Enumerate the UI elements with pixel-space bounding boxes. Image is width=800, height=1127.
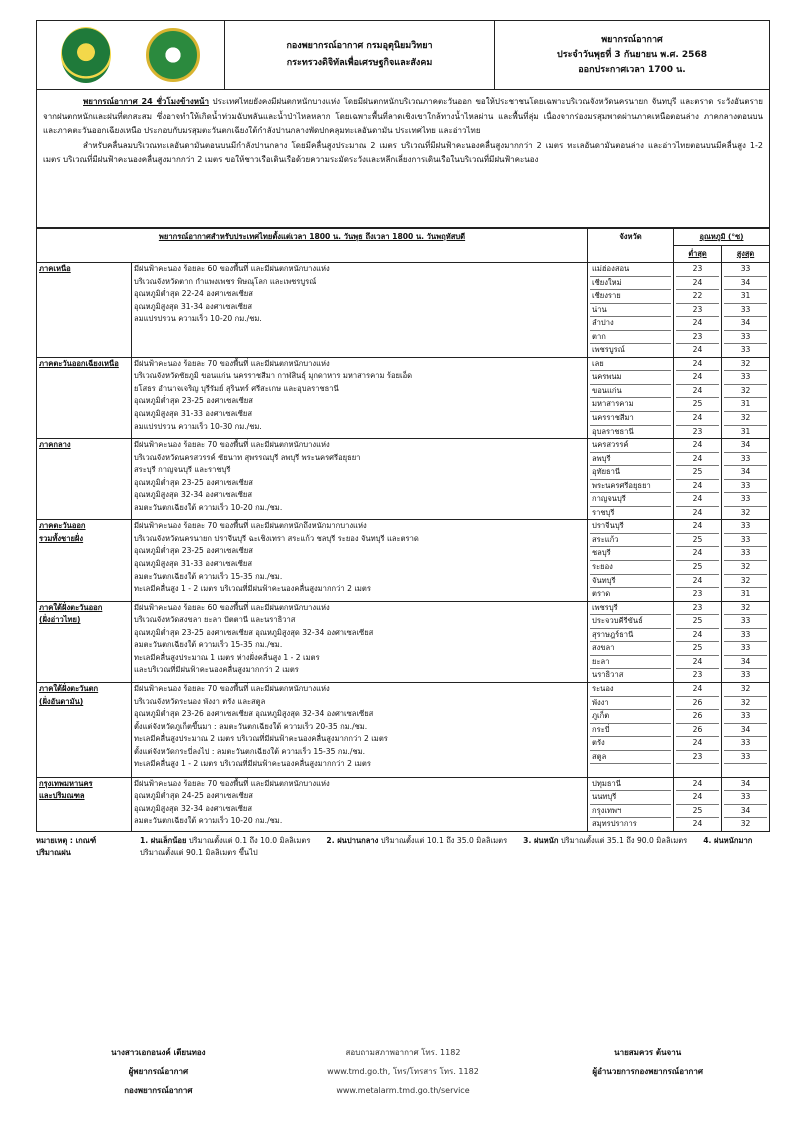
province-name: แม่ฮ่องสอน — [590, 263, 671, 277]
province-name: อุทัยธานี — [590, 466, 671, 480]
table-header-province: จังหวัด — [588, 229, 674, 263]
region-forecast-text — [132, 777, 588, 831]
table-row — [37, 682, 770, 777]
forecast-line: มีฝนฟ้าคะนอง ร้อยละ 70 ของพื้นที่ และมีฝนตกหนักบางแห่ง — [134, 358, 330, 368]
max-temp: 31 — [740, 589, 751, 599]
province-list — [588, 777, 674, 831]
max-temp: 33 — [724, 642, 767, 656]
forecast-line: บริเวณจังหวัดตาก กำแพงเพชร พิษณุโลก และเพชรบูรณ์ — [134, 276, 317, 286]
forecast-line: อุณหภูมิต่ำสุด 23-25 องศาเซลเซียส — [134, 477, 253, 487]
province-name: ลำปาง — [590, 317, 671, 331]
table-row — [37, 601, 770, 682]
min-temp-list — [674, 439, 722, 520]
max-temp: 33 — [740, 670, 751, 680]
min-temp: 23 — [692, 589, 703, 599]
rain-criteria-item: 3. ฝนหนัก ปริมาณตั้งแต่ 35.1 ถึง 90.0 มิลลิเมตร — [523, 835, 688, 845]
max-temp: 34 — [724, 466, 767, 480]
forecast-line: ทะเลมีคลื่นสูงประมาณ 2 เมตร บริเวณที่มีฝนฟ้าคะนองคลื่นสูงมากกว่า 2 เมตร — [134, 734, 388, 744]
min-temp: 23 — [692, 670, 703, 680]
table-row — [37, 263, 770, 358]
max-temp: 34 — [724, 724, 767, 738]
min-temp: 24 — [676, 520, 719, 534]
max-temp: 31 — [724, 290, 767, 304]
region-name-line: รวมทั้งชายฝั่ง — [39, 533, 84, 543]
region-name — [37, 357, 132, 438]
max-temp: 33 — [724, 304, 767, 318]
summary-paragraph-2: สำหรับคลื่นลมบริเวณทะเลอันดามันตอนบนมีกำลังปานกลาง โดยมีคลื่นสูงประมาณ 2 เมตร บริเวณที่มีฝนฟ้าคะนองคลื่นสูงมากกว่า 2 เมตร ทะเลอันดามันตอนล่าง และอ่าวไทยตอนบนมีคลื่นสูง 1-2 เมตร บริเวณที่มีฝนฟ้าคะนองคลื่นสูงมากกว่า 2 เมตร ขอให้ชาวเรือเดินเรือด้วยความระมัดระวังและหลีกเลี่ยงการเดินเรือในบริเวณที่มีฝนฟ้าคะนอง — [43, 140, 763, 165]
table-row — [37, 777, 770, 831]
min-temp: 24 — [676, 656, 719, 670]
forecast-line: และบริเวณที่มีฝนฟ้าคะนองคลื่นสูงมากกว่า 2 เมตร — [134, 665, 299, 675]
footer-line: สอบถามสภาพอากาศ โทร. 1182 — [345, 1048, 461, 1057]
max-temp: 32 — [740, 507, 751, 517]
region-forecast-text — [132, 682, 588, 777]
forecast-line: ลมตะวันตกเฉียงใต้ ความเร็ว 10-20 กม./ชม. — [134, 502, 283, 512]
table-row — [37, 357, 770, 438]
footer-line: www.tmd.go.th, โทร/โทรสาร โทร. 1182 — [327, 1067, 479, 1076]
max-temp: 32 — [724, 602, 767, 616]
min-temp: 26 — [676, 697, 719, 711]
forecast-date: ประจำวันพุธที่ 3 กันยายน พ.ศ. 2568 — [557, 49, 707, 60]
max-temp-list — [722, 520, 770, 601]
region-name-line: ภาคใต้ฝั่งตะวันออก — [39, 602, 103, 612]
region-name-line: ภาคตะวันออก — [39, 521, 86, 531]
max-temp: 33 — [724, 629, 767, 643]
forecast-line: อุณหภูมิสูงสุด 32-34 องศาเซลเซียส — [134, 490, 253, 500]
max-temp: 33 — [724, 480, 767, 494]
table-row — [37, 520, 770, 601]
min-temp: 23 — [676, 304, 719, 318]
max-temp: 34 — [724, 656, 767, 670]
forecast-line: บริเวณจังหวัดนครนายก ปราจีนบุรี ฉะเชิงเทรา สระแก้ว ชลบุรี ระยอง จันทบุรี และตราด — [134, 533, 419, 543]
forecast-line: อุณหภูมิสูงสุด 31-34 องศาเซลเซียส — [134, 301, 253, 311]
footer-line: www.metalarm.tmd.go.th/service — [336, 1086, 470, 1095]
region-name — [37, 439, 132, 520]
forecast-line: ลมตะวันตกเฉียงใต้ ความเร็ว 10-20 กม./ชม. — [134, 816, 283, 826]
region-name — [37, 263, 132, 358]
min-temp-list — [674, 357, 722, 438]
province-name: สงขลา — [590, 642, 671, 656]
province-name: สุราษฎร์ธานี — [590, 629, 671, 643]
min-temp: 24 — [676, 683, 719, 697]
province-name: เลย — [590, 358, 671, 372]
forecast-line: มีฝนฟ้าคะนอง ร้อยละ 70 ของพื้นที่ และมีฝนตกหนักบางแห่ง — [134, 778, 330, 788]
min-temp-list — [674, 601, 722, 682]
forecast-line: อุณหภูมิต่ำสุด 23-25 องศาเซลเซียส อุณหภูมิสูงสุด 32-34 องศาเซลเซียส — [134, 627, 374, 637]
province-name: ตรัง — [590, 737, 671, 751]
region-name-line: ภาคตะวันออกเฉียงเหนือ — [39, 358, 119, 368]
province-list — [588, 601, 674, 682]
table-header-row — [37, 229, 770, 246]
min-temp: 24 — [676, 737, 719, 751]
province-list — [588, 682, 674, 777]
forecast-line: ทะเลมีคลื่นสูง 1 - 2 เมตร บริเวณที่มีฝนฟ้าคะนองคลื่นสูงมากกว่า 2 เมตร — [134, 759, 371, 769]
province-name: เพชรบูรณ์ — [592, 345, 625, 355]
province-name: พระนครศรีอยุธยา — [590, 480, 671, 494]
region-forecast-text — [132, 357, 588, 438]
min-temp: 24 — [676, 791, 719, 805]
footer-director — [525, 1043, 770, 1100]
province-name: พังงา — [590, 697, 671, 711]
header — [36, 20, 770, 90]
max-temp: 33 — [724, 737, 767, 751]
empty-cell — [676, 764, 719, 777]
min-temp: 23 — [676, 751, 719, 765]
note-items — [140, 835, 770, 859]
province-name: ระยอง — [590, 561, 671, 575]
region-name-line: ภาคเหนือ — [39, 264, 71, 273]
max-temp: 32 — [724, 561, 767, 575]
empty-cell — [590, 764, 671, 777]
province-name: มหาสารคาม — [590, 398, 671, 412]
footer — [36, 1043, 770, 1100]
max-temp: 34 — [724, 439, 767, 453]
max-temp: 33 — [724, 615, 767, 629]
max-temp: 32 — [724, 385, 767, 399]
province-name: จันทบุรี — [590, 575, 671, 589]
forecast-line: สระบุรี กาญจนบุรี และราชบุรี — [134, 465, 231, 475]
min-temp: 23 — [692, 426, 703, 436]
min-temp: 24 — [676, 778, 719, 792]
forecast-line: ลมแปรปรวน ความเร็ว 10-20 กม./ชม. — [134, 314, 262, 324]
forecast-line: อุณหภูมิต่ำสุด 23-25 องศาเซลเซียส — [134, 546, 253, 556]
forecast-line: บริเวณจังหวัดสงขลา ยะลา ปัตตานี และนราธิวาส — [134, 615, 296, 625]
min-temp: 24 — [676, 547, 719, 561]
forecast-line: มีฝนฟ้าคะนอง ร้อยละ 70 ของพื้นที่ และมีฝนตกหนักบางแห่ง — [134, 440, 330, 450]
max-temp-list — [722, 601, 770, 682]
min-temp: 24 — [676, 629, 719, 643]
max-temp: 33 — [740, 345, 751, 355]
region-forecast-text — [132, 263, 588, 358]
max-temp-list — [722, 439, 770, 520]
min-temp: 25 — [676, 642, 719, 656]
region-forecast-text — [132, 439, 588, 520]
min-temp: 24 — [692, 345, 703, 355]
max-temp: 33 — [724, 791, 767, 805]
region-name — [37, 520, 132, 601]
forecast-line: มีฝนฟ้าคะนอง ร้อยละ 70 ของพื้นที่ และมีฝนตกหนักถึงหนักมากบางแห่ง — [134, 521, 367, 531]
province-list — [588, 357, 674, 438]
province-name: กระบี่ — [590, 724, 671, 738]
rain-criteria-item: 2. ฝนปานกลาง ปริมาณตั้งแต่ 10.1 ถึง 35.0 มิลลิเมตร — [326, 835, 508, 845]
forecast-line: อุณหภูมิต่ำสุด 23-26 องศาเซลเซียส อุณหภูมิสูงสุด 32-34 องศาเซลเซียส — [134, 709, 374, 719]
forecast-line: อุณหภูมิต่ำสุด 22-24 องศาเซลเซียส — [134, 289, 253, 299]
min-temp: 23 — [676, 602, 719, 616]
ministry-logo-icon — [146, 28, 200, 82]
max-temp: 33 — [724, 371, 767, 385]
min-temp: 24 — [692, 819, 703, 829]
region-name-line: (ฝั่งอ่าวไทย) — [39, 615, 81, 625]
forecast-line: อุณหภูมิต่ำสุด 23-25 องศาเซลเซียส — [134, 396, 253, 406]
max-temp: 32 — [740, 819, 751, 829]
min-temp: 24 — [676, 439, 719, 453]
min-temp: 22 — [676, 290, 719, 304]
table-header-temperature: อุณหภูมิ (°ซ) — [674, 229, 770, 246]
forecast-line: ทะเลมีคลื่นสูง 1 - 2 เมตร บริเวณที่มีฝนฟ้าคะนองคลื่นสูงมากกว่า 2 เมตร — [134, 584, 371, 594]
max-temp: 33 — [724, 263, 767, 277]
forecast-line: ลมตะวันตกเฉียงใต้ ความเร็ว 15-35 กม./ชม. — [134, 571, 283, 581]
footer-line: นางสาวเอกอนงค์ เตียนทอง — [111, 1048, 206, 1057]
footer-line: ผู้อำนวยการกองพยากรณ์อากาศ — [592, 1067, 703, 1076]
max-temp-list — [722, 682, 770, 777]
min-temp: 25 — [676, 615, 719, 629]
province-name: นราธิวาส — [592, 670, 624, 680]
province-name: นนทบุรี — [590, 791, 671, 805]
region-name — [37, 682, 132, 777]
max-temp: 31 — [740, 426, 751, 436]
province-name: เชียงใหม่ — [590, 277, 671, 291]
max-temp: 34 — [724, 277, 767, 291]
min-temp: 24 — [676, 385, 719, 399]
forecast-line: มีฝนฟ้าคะนอง ร้อยละ 60 ของพื้นที่ และมีฝนตกหนักบางแห่ง — [134, 602, 330, 612]
forecast-line: ตั้งแต่จังหวัดกระบี่ลงไป : ลมตะวันตกเฉียงใต้ ความเร็ว 15-35 กม./ชม. — [134, 746, 366, 756]
forecast-line: บริเวณจังหวัดชัยภูมิ ขอนแก่น นครราชสีมา กาฬสินธุ์ มุกดาหาร มหาสารคาม ร้อยเอ็ด — [134, 371, 413, 381]
min-temp: 24 — [692, 507, 703, 517]
footer-forecaster — [36, 1043, 281, 1100]
min-temp-list — [674, 682, 722, 777]
forecast-line: ตั้งแต่จังหวัดภูเก็ตขึ้นมา : ลมตะวันตกเฉียงใต้ ความเร็ว 20-35 กม./ชม. — [134, 721, 368, 731]
summary-text-1: ประเทศไทยยังคงมีฝนตกหนักบางแห่ง โดยมีฝนตกหนักบริเวณภาคตะวันออก ขอให้ประชาชนโดยเฉพาะบริเวณจังหวัดนครนายก จันทบุรี และตราด ระวังอันตรายจากฝนตกหนักและฝนที่ตกสะสม ซึ่งอาจทำให้เกิดน้ำท่วมฉับพลันและน้ำป่าไหลหลาก โดยเฉพาะพื้นที่ลาดเชิงเขาใกล้ทางน้ำไหลผ่าน และพื้นที่ลุ่ม เนื่องจากร่องมรสุมพาดผ่านภาคเหนือตอนล่าง ภาคกลางตอนบน และภาคตะวันออกเฉียงเหนือ ประกอบกับมรสุมตะวันตกเฉียงใต้กำลังปานกลางพัดปกคลุมทะเลอันดามัน ประเทศไทย และอ่าวไทย — [43, 97, 763, 136]
max-temp: 33 — [724, 520, 767, 534]
region-name-line: (ฝั่งอันดามัน) — [39, 696, 84, 706]
summary-paragraph-1 — [43, 95, 763, 139]
max-temp: 32 — [724, 683, 767, 697]
forecast-line: มีฝนฟ้าคะนอง ร้อยละ 60 ของพื้นที่ และมีฝนตกหนักบางแห่ง — [134, 264, 330, 273]
rain-criteria-item: 1. ฝนเล็กน้อย ปริมาณตั้งแต่ 0.1 ถึง 10.0 มิลลิเมตร — [139, 835, 311, 845]
region-name — [37, 601, 132, 682]
province-name: ตาก — [590, 331, 671, 345]
province-name: ปราจีนบุรี — [590, 520, 671, 534]
province-name: ชลบุรี — [590, 547, 671, 561]
rain-criteria-note — [36, 835, 770, 859]
province-name: นครสวรรค์ — [590, 439, 671, 453]
province-list — [588, 439, 674, 520]
forecast-title: พยากรณ์อากาศ — [601, 34, 663, 45]
department-name: กองพยากรณ์อากาศ กรมอุตุนิยมวิทยา — [286, 41, 433, 51]
min-temp: 23 — [676, 331, 719, 345]
forecast-line: อุณหภูมิสูงสุด 32-34 องศาเซลเซียส — [134, 803, 253, 813]
province-name: สตูล — [590, 751, 671, 765]
forecast-line: อุณหภูมิสูงสุด 31-33 องศาเซลเซียส — [134, 559, 253, 569]
max-temp: 33 — [724, 710, 767, 724]
footer-contact — [281, 1043, 526, 1100]
logo-area — [37, 21, 225, 89]
region-forecast-text — [132, 520, 588, 601]
min-temp: 24 — [676, 575, 719, 589]
province-name: อุบลราชธานี — [592, 426, 634, 436]
table-header-max: สูงสุด — [722, 246, 770, 263]
province-name: เชียงราย — [590, 290, 671, 304]
min-temp-list — [674, 520, 722, 601]
min-temp: 25 — [676, 561, 719, 575]
province-name: นครราชสีมา — [590, 412, 671, 426]
max-temp: 33 — [724, 751, 767, 765]
forecast-line: ลมตะวันตกเฉียงใต้ ความเร็ว 15-35 กม./ชม. — [134, 640, 283, 650]
forecast-info-block — [495, 21, 769, 89]
max-temp: 32 — [724, 575, 767, 589]
province-name: เพชรบุรี — [590, 602, 671, 616]
note-label: หมายเหตุ : เกณฑ์ปริมาณฝน — [36, 835, 97, 857]
province-name: ราชบุรี — [592, 507, 615, 517]
province-name: ระนอง — [590, 683, 671, 697]
min-temp: 24 — [676, 480, 719, 494]
region-name-line: ภาคกลาง — [39, 440, 71, 450]
province-name: ยะลา — [590, 656, 671, 670]
max-temp: 34 — [724, 805, 767, 819]
province-name: ขอนแก่น — [590, 385, 671, 399]
max-temp-list — [722, 357, 770, 438]
province-list — [588, 263, 674, 358]
table-header-title: พยากรณ์อากาศสำหรับประเทศไทยตั้งแต่เวลา 1800 น. วันพุธ ถึงเวลา 1800 น. วันพฤหัสบดี — [37, 229, 588, 263]
min-temp: 25 — [676, 805, 719, 819]
region-name-line: ภาคใต้ฝั่งตะวันตก — [39, 683, 99, 693]
empty-cell — [724, 764, 767, 777]
province-name: ปทุมธานี — [590, 778, 671, 792]
province-name: น่าน — [590, 304, 671, 318]
region-name — [37, 777, 132, 831]
forecast-issued-time: ออกประกาศเวลา 1700 น. — [578, 64, 686, 75]
min-temp: 26 — [676, 710, 719, 724]
province-name: สระแก้ว — [590, 534, 671, 548]
max-temp: 33 — [724, 453, 767, 467]
rain-criteria-item: 4. ฝนหนักมาก ปริมาณตั้งแต่ 90.1 มิลลิเมตร ขึ้นไป — [139, 835, 753, 857]
min-temp: 24 — [676, 371, 719, 385]
forecast-line: บริเวณจังหวัดระนอง พังงา ตรัง และสตูล — [134, 696, 266, 706]
forecast-line: ทะเลมีคลื่นสูงประมาณ 1 เมตร ห่างฝั่งคลื่นสูง 1 - 2 เมตร — [134, 652, 320, 662]
forecast-line: ยโสธร อำนาจเจริญ บุรีรัมย์ สุรินทร์ ศรีสะเกษ และอุบลราชธานี — [134, 383, 339, 393]
province-list — [588, 520, 674, 601]
province-name: นครพนม — [590, 371, 671, 385]
min-temp: 24 — [676, 453, 719, 467]
min-temp-list — [674, 777, 722, 831]
max-temp: 32 — [724, 412, 767, 426]
min-temp: 24 — [676, 358, 719, 372]
max-temp: 33 — [724, 534, 767, 548]
region-name-line: และปริมณฑล — [39, 791, 85, 801]
min-temp: 25 — [676, 534, 719, 548]
province-name: กาญจนบุรี — [590, 493, 671, 507]
province-name: ประจวบคีรีขันธ์ — [590, 615, 671, 629]
max-temp-list — [722, 263, 770, 358]
max-temp: 34 — [724, 317, 767, 331]
min-temp: 24 — [676, 277, 719, 291]
footer-line: กองพยากรณ์อากาศ — [124, 1086, 193, 1095]
province-name: สมุทรปราการ — [592, 819, 637, 829]
min-temp: 24 — [676, 493, 719, 507]
max-temp-list — [722, 777, 770, 831]
min-temp: 25 — [676, 466, 719, 480]
footer-line: ผู้พยากรณ์อากาศ — [128, 1067, 189, 1076]
region-name-line: กรุงเทพมหานคร — [39, 778, 93, 788]
forecast-table — [36, 228, 770, 832]
table-row — [37, 439, 770, 520]
min-temp: 25 — [676, 398, 719, 412]
province-name: กรุงเทพฯ — [590, 805, 671, 819]
min-temp: 24 — [676, 317, 719, 331]
footer-line: นายสมควร ต้นจาน — [614, 1048, 682, 1057]
max-temp: 33 — [724, 547, 767, 561]
province-name: ตราด — [592, 589, 611, 599]
min-temp: 24 — [676, 412, 719, 426]
tmd-logo-icon — [61, 27, 111, 83]
forecast-line: ลมแปรปรวน ความเร็ว 10-30 กม./ชม. — [134, 421, 262, 431]
province-name: ภูเก็ต — [590, 710, 671, 724]
max-temp: 32 — [724, 358, 767, 372]
summary-lead: พยากรณ์อากาศ 24 ชั่วโมงข้างหน้า — [83, 97, 209, 106]
forecast-line: อุณหภูมิต่ำสุด 24-25 องศาเซลเซียส — [134, 791, 253, 801]
max-temp: 33 — [724, 493, 767, 507]
forecast-line: บริเวณจังหวัดนครสวรรค์ ชัยนาท สุพรรณบุรี ลพบุรี พระนครศรีอยุธยา — [134, 452, 361, 462]
ministry-name: กระทรวงดิจิทัลเพื่อเศรษฐกิจและสังคม — [286, 58, 433, 68]
max-temp: 33 — [724, 331, 767, 345]
forecast-summary — [36, 90, 770, 228]
max-temp: 34 — [724, 778, 767, 792]
min-temp-list — [674, 263, 722, 358]
forecast-table-body — [37, 263, 770, 832]
forecast-line: อุณหภูมิสูงสุด 31-33 องศาเซลเซียส — [134, 409, 253, 419]
province-name: ลพบุรี — [590, 453, 671, 467]
min-temp: 23 — [676, 263, 719, 277]
table-header-min: ต่ำสุด — [674, 246, 722, 263]
department-block — [225, 21, 495, 89]
max-temp: 31 — [724, 398, 767, 412]
region-forecast-text — [132, 601, 588, 682]
max-temp: 32 — [724, 697, 767, 711]
min-temp: 26 — [676, 724, 719, 738]
forecast-line: มีฝนฟ้าคะนอง ร้อยละ 70 ของพื้นที่ และมีฝนตกหนักบางแห่ง — [134, 683, 330, 693]
